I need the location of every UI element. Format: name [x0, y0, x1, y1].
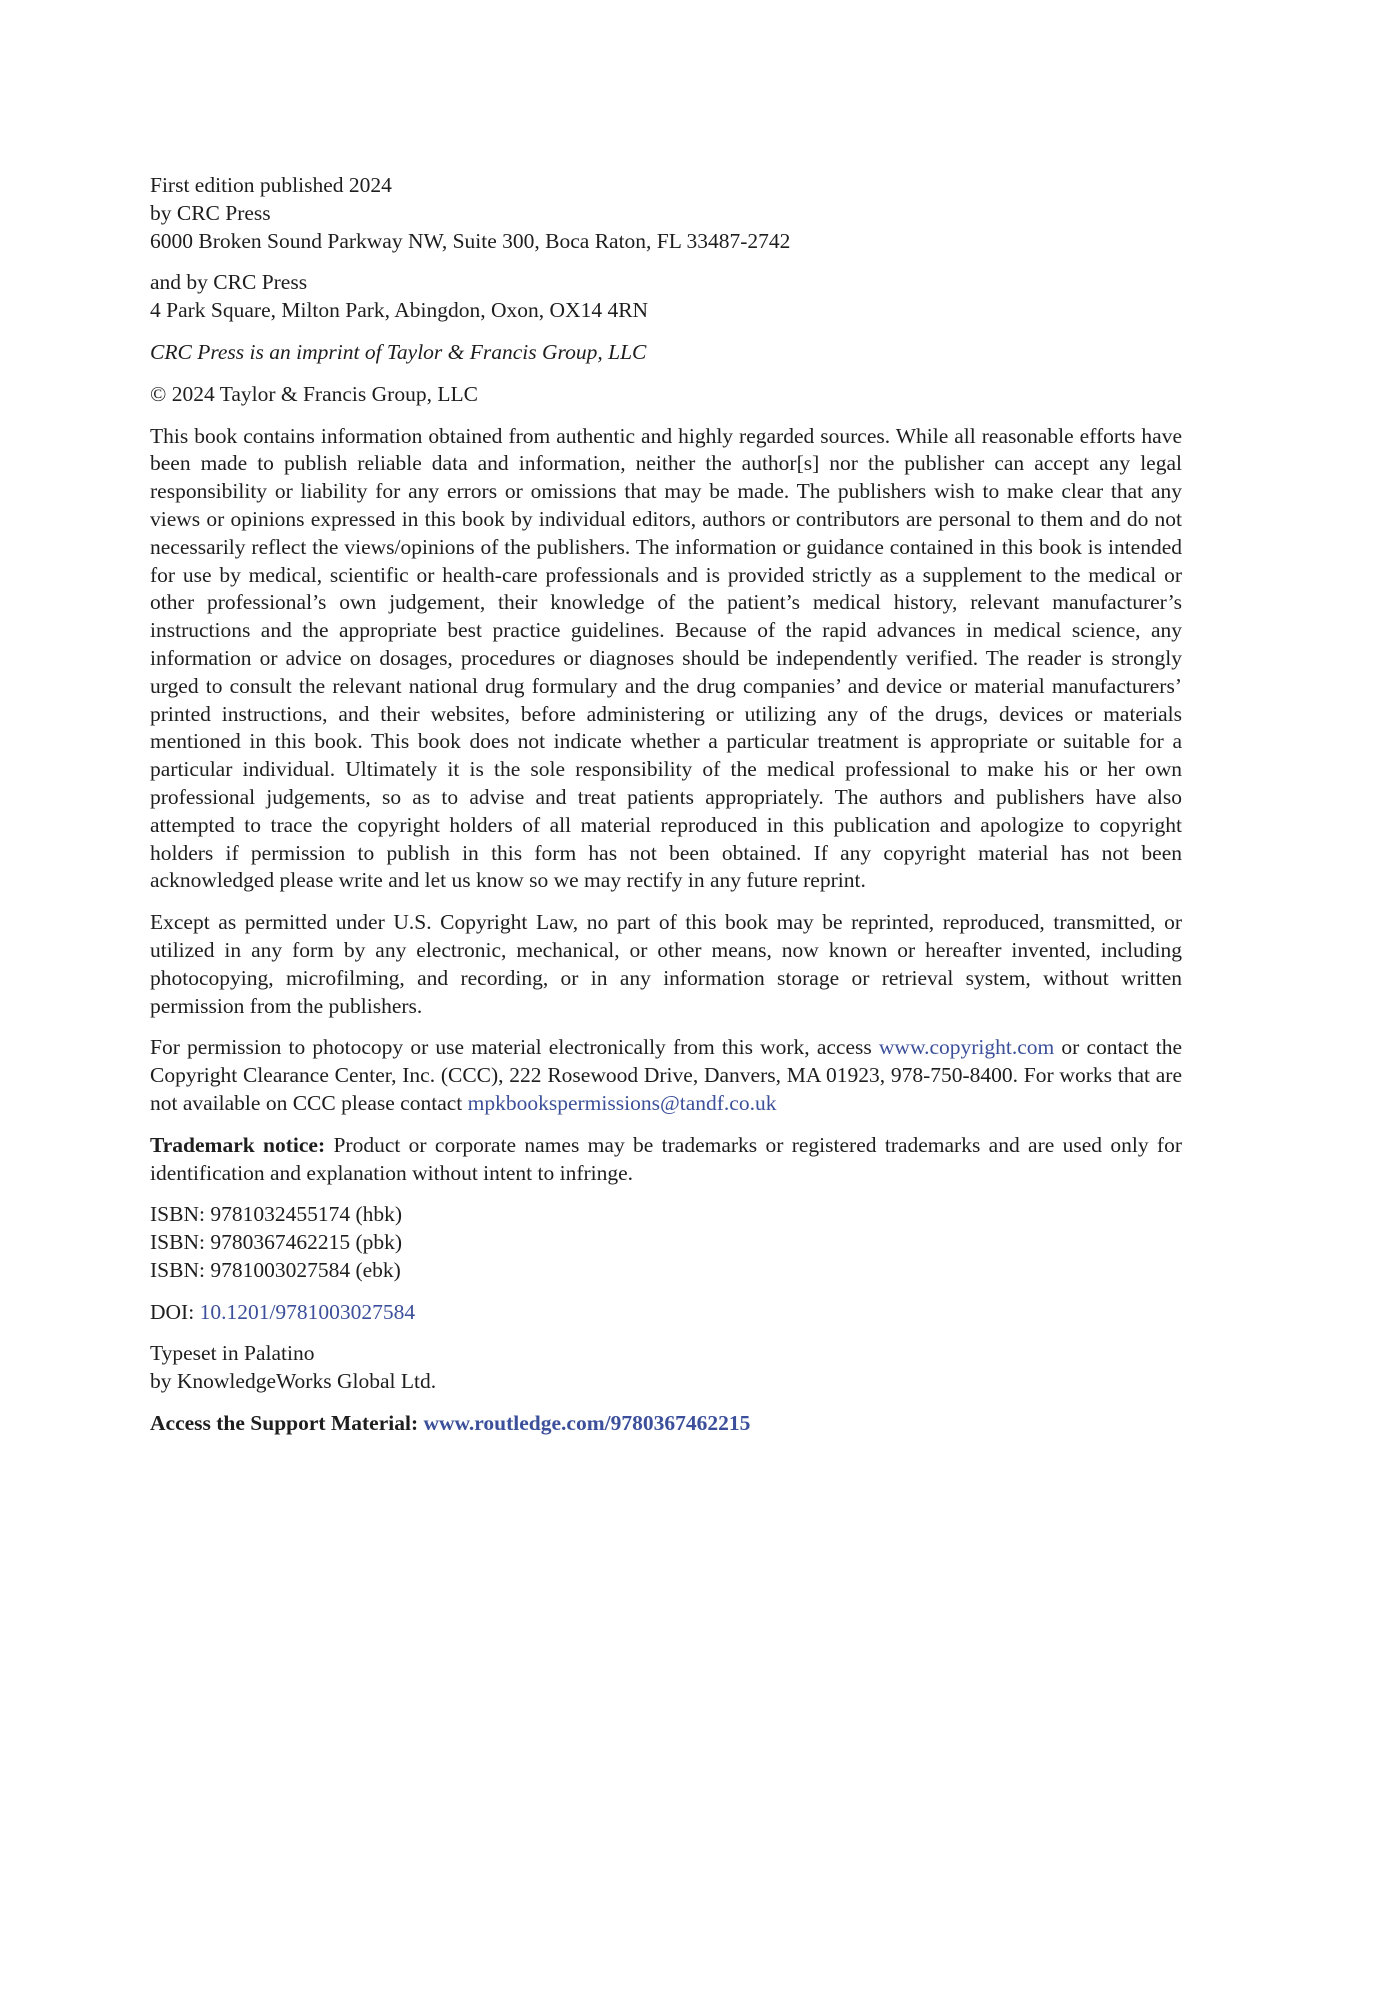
trademark-paragraph [150, 1132, 1182, 1188]
typeset-info [150, 1340, 1182, 1396]
publication-info [150, 172, 1182, 255]
second-publisher-info [150, 269, 1182, 325]
second-publisher-address: 4 Park Square, Milton Park, Abingdon, Oxon, OX14 4RN [150, 298, 649, 323]
publisher-address: 6000 Broken Sound Parkway NW, Suite 300, Boca Raton, FL 33487-2742 [150, 228, 791, 253]
permission-prefix: For permission to photocopy or use material electronically from this work, access [150, 1035, 879, 1060]
edition-line: First edition published 2024 [150, 173, 392, 197]
doi-line [150, 1299, 1182, 1327]
isbn-list [150, 1201, 1182, 1284]
copyright-text-column [150, 172, 1182, 1452]
typeset-font-line: Typeset in Palatino [150, 1341, 315, 1366]
support-material-line [150, 1410, 1182, 1438]
isbn-pbk: ISBN: 9780367462215 (pbk) [150, 1230, 403, 1255]
permission-paragraph [150, 1034, 1182, 1117]
publisher-line: by CRC Press [150, 200, 271, 225]
copyright-notice: © 2024 Taylor & Francis Group, LLC [150, 381, 478, 406]
doi-link[interactable]: 10.1201/9781003027584 [199, 1299, 416, 1324]
trademark-text: Product or corporate names may be trademarks or registered trademarks and are used only for identification and explanation without intent to infringe. [150, 1132, 1182, 1185]
imprint-note: CRC Press is an imprint of Taylor & Francis Group, LLC [150, 339, 647, 364]
permissions-email-link[interactable]: mpkbookspermissions@tandf.co.uk [467, 1090, 777, 1115]
support-label: Access the Support Material: [150, 1411, 424, 1436]
trademark-label: Trademark notice: [150, 1132, 326, 1157]
permission-middle: or contact the Copyright Clearance Center, Inc. (CCC), 222 Rosewood Drive, Danvers, MA 01923, 978-750-8400. For works that are not available on CCC please contact [150, 1035, 1182, 1115]
doi-label: DOI: [150, 1299, 200, 1324]
copyright-com-link[interactable]: www.copyright.com [878, 1035, 1055, 1060]
disclaimer-paragraph: This book contains information obtained from authentic and highly regarded sources. While all reasonable efforts have been made to publish reliable data and information, neither the author[s] nor the publisher can accept any legal responsibility or liability for any errors or omissions that may be made. The publishers wish to make clear that any views or opinions expressed in this book by individual editors, authors or contributors are personal to them and do not necessarily reflect the views/opinions of the publishers. The information or guidance contained in this book is intended for use by medical, scientific or health-care professionals and is provided strictly as a supplement to the medical or other professional’s own judgement, their knowledge of the patient’s medical history, relevant manufacturer’s instructions and the appropriate best practice guidelines. Because of the rapid advances in medical science, any information or advice on dosages, procedures or diagnoses should be independently verified. The reader is strongly urged to consult the relevant national drug formulary and the drug companies’ and device or material manufacturers’ printed instructions, and their websites, before administering or utilizing any of the drugs, devices or materials mentioned in this book. This book does not indicate whether a particular treatment is appropriate or suitable for a particular individual. Ultimately it is the sole responsibility of the medical professional to make his or her own professional judgements, so as to advise and treat patients appropriately. The authors and publishers have also attempted to trace the copyright holders of all material reproduced in this publication and apologize to copyright holders if permission to publish in this form has not been obtained. If any copyright material has not been acknowledged please write and let us know so we may rectify in any future reprint. [150, 423, 1182, 893]
isbn-ebk: ISBN: 9781003027584 (ebk) [150, 1257, 401, 1282]
isbn-hbk: ISBN: 9781032455174 (hbk) [150, 1202, 403, 1227]
second-publisher-line: and by CRC Press [150, 270, 308, 295]
support-material-link[interactable]: www.routledge.com/9780367462215 [423, 1411, 751, 1436]
rights-paragraph: Except as permitted under U.S. Copyright Law, no part of this book may be reprinted, reproduced, transmitted, or utilized in any form by any electronic, mechanical, or other means, now known or hereafter invented, including photocopying, microfilming, and recording, or in any information storage or retrieval system, without written permission from the publishers. [150, 910, 1182, 1018]
typesetter-line: by KnowledgeWorks Global Ltd. [150, 1369, 437, 1394]
